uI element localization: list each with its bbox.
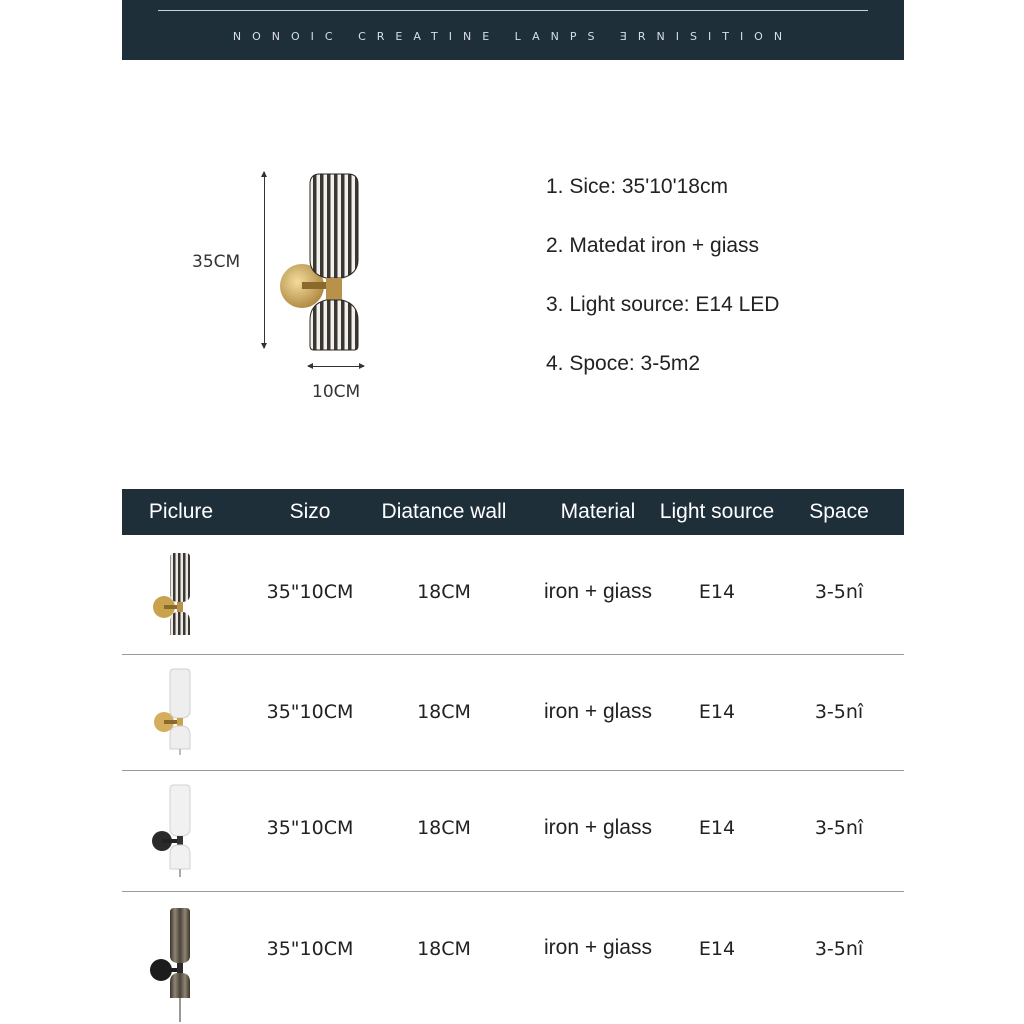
- cell-material: iron + glass: [544, 700, 652, 723]
- spec-list: [546, 175, 906, 411]
- wall-lamp-image: [278, 170, 368, 352]
- spec-table: [122, 489, 904, 1024]
- cell-space: 3-5nî: [814, 817, 864, 839]
- cell-distance: 18CM: [417, 581, 471, 603]
- cell-distance: 18CM: [417, 817, 471, 839]
- cell-light-source: E14: [698, 581, 736, 603]
- col-header-size: Sizo: [289, 500, 331, 523]
- table-row: [122, 892, 904, 1024]
- spec-item-light-source: 3. Light source: E14 LED: [546, 293, 780, 316]
- col-header-distance: Diatance wall: [381, 500, 507, 523]
- cell-material: iron + glass: [544, 816, 652, 839]
- lamp-thumbnail-striped-brass: [148, 551, 208, 641]
- banner-divider: [158, 10, 868, 11]
- lamp-thumbnail-striped-black: [148, 906, 208, 1024]
- table-row: [122, 655, 904, 771]
- height-dimension-arrow: [264, 172, 265, 348]
- lamp-thumbnail-frosted-brass: [148, 667, 208, 757]
- cell-material: iron + giass: [544, 936, 652, 959]
- cell-material: iron + giass: [544, 580, 652, 603]
- cell-light-source: E14: [698, 817, 736, 839]
- lamp-dimension-diagram: [180, 160, 400, 420]
- table-row: [122, 535, 904, 655]
- cell-space: 3-5nî: [814, 938, 864, 960]
- banner-subtitle: NONOIC CREATINE LANPS ƎRNISITION: [232, 30, 794, 43]
- cell-size: 35"10CM: [266, 817, 354, 839]
- cell-light-source: E14: [698, 701, 736, 723]
- width-dimension-arrow: [308, 366, 364, 367]
- cell-space: 3-5nî: [814, 701, 864, 723]
- table-header: [122, 489, 904, 535]
- cell-light-source: E14: [698, 938, 736, 960]
- cell-size: 35"10CM: [266, 938, 354, 960]
- col-header-material: Material: [560, 500, 636, 523]
- col-header-picture: Piclure: [148, 500, 214, 523]
- spec-item-material: 2. Matedat iron + giass: [546, 234, 760, 257]
- width-label: 10CM: [312, 382, 361, 402]
- top-banner: [122, 0, 904, 60]
- cell-distance: 18CM: [417, 938, 471, 960]
- height-label: 35CM: [192, 252, 241, 272]
- lamp-thumbnail-frosted-black: [148, 783, 208, 879]
- cell-size: 35"10CM: [266, 701, 354, 723]
- col-header-space: Space: [809, 500, 869, 523]
- spec-item-space: 4. Spoce: 3-5m2: [546, 352, 701, 375]
- col-header-light-source: Light source: [659, 500, 775, 523]
- cell-space: 3-5nî: [814, 581, 864, 603]
- spec-item-size: 1. Sice: 35'10'18cm: [546, 175, 728, 198]
- table-row: [122, 771, 904, 892]
- cell-size: 35"10CM: [266, 581, 354, 603]
- cell-distance: 18CM: [417, 701, 471, 723]
